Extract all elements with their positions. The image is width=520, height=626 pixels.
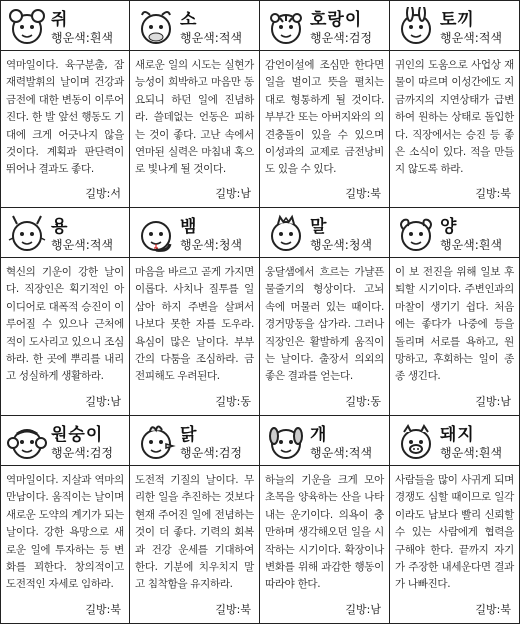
fortune-text: 새로운 일의 시도는 실현가능성이 희박하고 마음만 동요되니 하던 일에 진념하라. 쓸데없는 언동은 피하는 것이 좋다. 고난 속에서 연마된 실력은 마침내 혹으로 빛나게 될 것이다. — [135, 59, 254, 176]
lucky-color: 행운색:적색 — [310, 446, 373, 460]
zodiac-cell — [390, 416, 520, 624]
zodiac-header — [390, 1, 519, 51]
lucky-direction: 길방:동 — [215, 395, 251, 408]
zodiac-name: 소 — [180, 10, 198, 30]
horse-icon — [266, 214, 306, 254]
zodiac-header — [130, 416, 259, 466]
fortune-text: 하늘의 기운을 크게 모아 초목을 양육하는 산을 나타내는 운기이다. 의욕이 충만하며 생각해오던 일을 시작하는 시기이다. 확장이나 변화를 위해 과감한 행동이 따라야 한다. — [265, 474, 384, 591]
lucky-color: 행운색:적색 — [180, 31, 243, 45]
zodiac-cell — [260, 208, 390, 416]
zodiac-header — [1, 416, 129, 466]
fortune-text: 사람들을 많이 사귀게 되며 경쟁도 심할 때이므로 일각이라도 남보다 빨리 신뢰할 수 있는 사람에게 협력을 구해야 한다. 끝까지 자기가 주장한 내세운다면 결과가 나빠진다. — [395, 474, 514, 591]
snake-icon — [136, 214, 176, 254]
lucky-direction: 길방:남 — [85, 395, 121, 408]
lucky-color: 행운색:청색 — [310, 238, 373, 252]
ox-icon — [136, 7, 176, 47]
zodiac-name: 뱀 — [180, 217, 198, 237]
lucky-direction: 길방:북 — [215, 603, 251, 616]
rooster-icon — [136, 422, 176, 462]
lucky-color: 행운색:검정 — [51, 446, 114, 460]
monkey-icon — [7, 422, 47, 462]
zodiac-cell — [130, 416, 260, 624]
lucky-color: 행운색:검정 — [310, 31, 373, 45]
lucky-direction: 길방:북 — [85, 603, 121, 616]
rat-icon — [7, 7, 47, 47]
zodiac-name: 돼지 — [440, 425, 475, 445]
fortune-text: 이 보 전진을 위해 일보 후퇴할 시기이다. 주변인과의 마찰이 생기기 쉽다. 처음에는 좋다가 나중에 등을 돌리며 서로를 욕하고, 원망하고, 후회하는 일이 종종 생긴다. — [395, 266, 514, 383]
lucky-direction: 길방:북 — [475, 187, 511, 200]
fortune-text: 웅달샘에서 흐르는 가냘픈 물줄기의 형상이다. 고뇌 속에 머물러 있는 때이다. 경거망동을 삼가라. 그러나 직장인은 활발하게 움직이는 날이다. 출장서 의외의 좋은 결과를 얻는다. — [265, 266, 384, 383]
zodiac-cell — [0, 208, 130, 416]
lucky-color: 행운색:적색 — [440, 31, 503, 45]
fortune-text: 역마일이다. 육구분출, 잠재력발휘의 날이며 건강과 금전에 대한 변동이 이루어진다. 한 발 앞선 행동도 기대에 크게 어긋나지 않을 것이다. 계획과 판단력이 뛰어나 결과도 좋다. — [6, 59, 124, 176]
zodiac-header — [260, 416, 389, 466]
zodiac-name: 말 — [310, 217, 328, 237]
zodiac-cell — [390, 0, 520, 208]
zodiac-header — [390, 416, 519, 466]
sheep-icon — [396, 214, 436, 254]
lucky-direction: 길방:동 — [345, 395, 381, 408]
pig-icon — [396, 422, 436, 462]
zodiac-name: 원숭이 — [51, 425, 104, 445]
zodiac-header — [130, 208, 259, 258]
zodiac-header — [1, 1, 129, 51]
zodiac-header — [260, 1, 389, 51]
fortune-text: 귀인의 도움으로 사업상 재물이 따르며 이성간에도 지금까지의 지연상태가 급변하여 원하는 상태로 돌입한다. 직장에서는 승진 등 좋은 소식이 있다. 적을 만들지 않도록 하라. — [395, 59, 514, 176]
lucky-color: 행운색:흰색 — [51, 31, 114, 45]
lucky-direction: 길방:북 — [475, 603, 511, 616]
zodiac-cell — [0, 416, 130, 624]
zodiac-name: 양 — [440, 217, 458, 237]
fortune-text: 혁신의 기운이 강한 날이다. 직장인은 획기적인 아이디어로 대폭적 승진이 이루어질 수 있으나 근처에 적이 도사리고 있으니 조심하라. 한 곳에 뿌리를 내리고 성실하게 생활하라. — [6, 266, 124, 383]
zodiac-name: 개 — [310, 425, 328, 445]
zodiac-header — [260, 208, 389, 258]
rabbit-icon — [396, 7, 436, 47]
fortune-text: 마음을 바르고 곧게 가지면 이롭다. 사치나 질투를 일삼아 하지 주변을 살펴서 나보다 못한 자를 도우라. 욕심이 많은 날이다. 부부간의 다툼을 조심하라. 금전피해도 우려된다. — [135, 266, 254, 383]
zodiac-header — [130, 1, 259, 51]
zodiac-name: 토끼 — [440, 10, 475, 30]
lucky-direction: 길방:북 — [345, 187, 381, 200]
lucky-color: 행운색:흰색 — [440, 446, 503, 460]
lucky-direction: 길방:서 — [85, 187, 121, 200]
zodiac-name: 닭 — [180, 425, 198, 445]
tiger-icon — [266, 7, 306, 47]
lucky-direction: 길방:남 — [345, 603, 381, 616]
lucky-direction: 길방:남 — [475, 395, 511, 408]
zodiac-cell — [0, 0, 130, 208]
lucky-color: 행운색:검정 — [180, 446, 243, 460]
lucky-color: 행운색:흰색 — [440, 238, 503, 252]
dragon-icon — [7, 214, 47, 254]
zodiac-cell — [390, 208, 520, 416]
zodiac-cell — [130, 0, 260, 208]
zodiac-header — [1, 208, 129, 258]
lucky-color: 행운색:적색 — [51, 238, 114, 252]
zodiac-name: 용 — [51, 217, 69, 237]
zodiac-cell — [260, 0, 390, 208]
zodiac-cell — [260, 416, 390, 624]
zodiac-name: 쥐 — [51, 10, 69, 30]
zodiac-header — [390, 208, 519, 258]
fortune-text: 감언이설에 조심만 한다면 일을 벌이고 뜻을 펼치는 대로 형통하게 될 것이다. 부부간 또는 아버지와의 의견충돌이 있을 수 있으며 이성과의 교제로 금전낭비도 있을 수 있다. — [265, 59, 384, 176]
lucky-color: 행운색:청색 — [180, 238, 243, 252]
zodiac-cell — [130, 208, 260, 416]
zodiac-name: 호랑이 — [310, 10, 363, 30]
lucky-direction: 길방:남 — [215, 187, 251, 200]
fortune-text: 도전적 기질의 날이다. 무리한 일을 추진하는 것보다 현재 주어진 일에 전념하는 것이 더 좋다. 기력의 회복과 건강 운세를 기대하여 한다. 기분에 치우치지 말고 침착함을 유지하라. — [135, 474, 254, 591]
fortune-text: 역마일이다. 지살과 역마의 만남이다. 움직이는 날이며 새로운 도약의 계기가 되는 날이다. 강한 욕망으로 새로운 일에 투자하는 등 변화를 꾀한다. 창의적이고 도전적인 자세로 임하라. — [6, 474, 124, 591]
dog-icon — [266, 422, 306, 462]
